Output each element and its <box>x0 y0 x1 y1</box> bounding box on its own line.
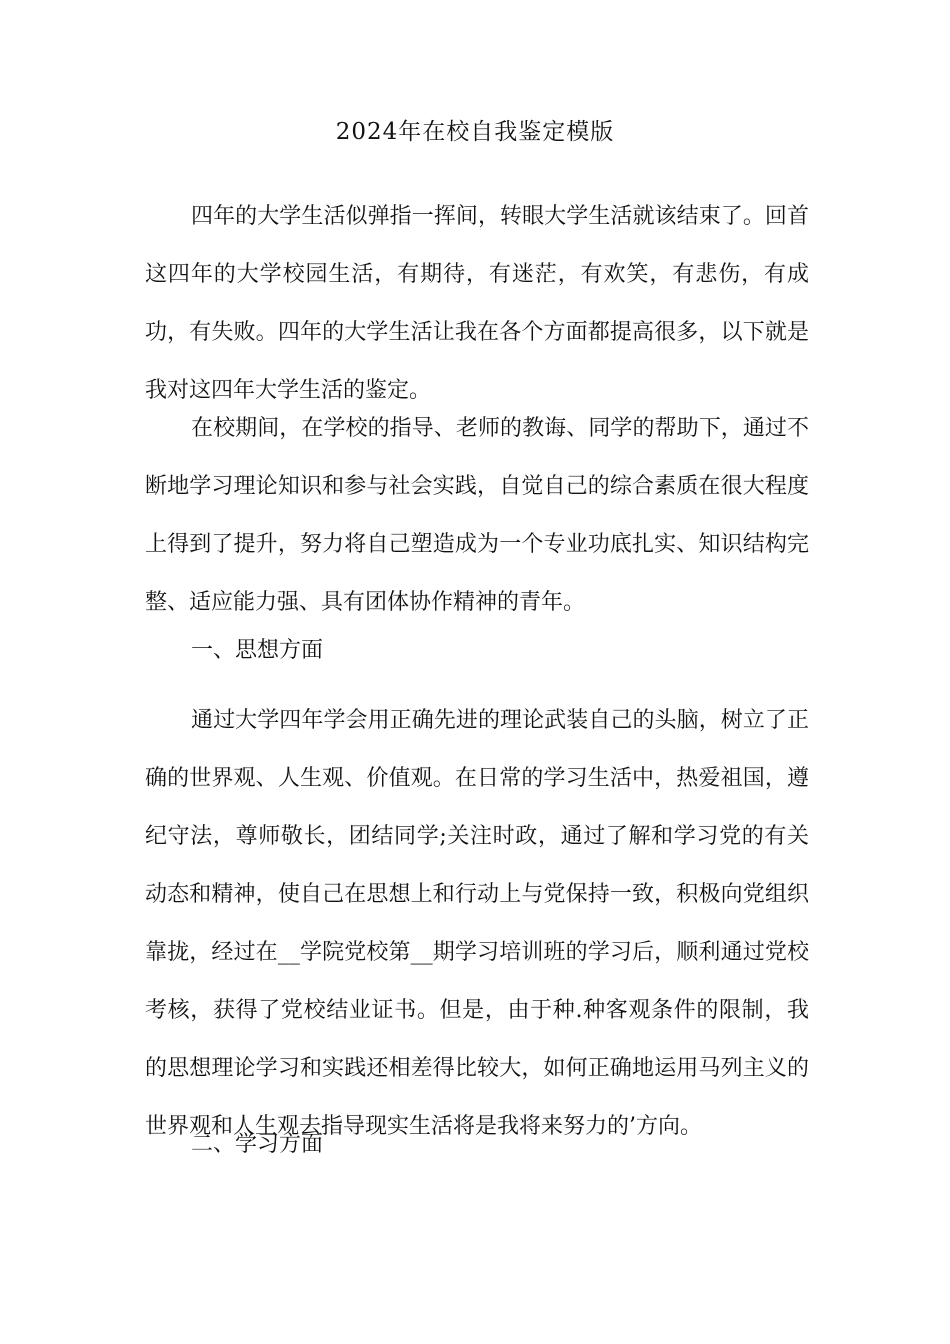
section-heading-study: 二、学习方面 <box>191 1132 324 1157</box>
thought-paragraph: 通过大学四年学会用正确先进的理论武装自己的头脑，树立了正确的世界观、人生观、价值观。在日常的学习生活中，热爱祖国，遵纪守法，尊师敬长，团结同学;关注时政，通过了解和学习党的有关动态和精神，使自己在思想上和行动上与党保持一致，积极向党组织靠拢，经过在__学院党校第__期学习培训班的学习后，顺利通过党校考核，获得了党校结业证书。但是，由于种.种客观条件的限制，我的思想理论学习和实践还相差得比较大，如何正确地运用马列主义的世界观和人生观去指导现实生活将是我将来努力的’方向。 <box>145 708 809 1139</box>
document-title: 2024年在校自我鉴定模版 <box>335 119 615 145</box>
section-heading-thought: 一、思想方面 <box>191 638 324 663</box>
school-period-paragraph: 在校期间，在学校的指导、老师的教诲、同学的帮助下，通过不断地学习理论知识和参与社会实践，自觉自己的综合素质在很大程度上得到了提升，努力将自己塑造成为一个专业功底扎实、知识结构完整、适应能力强、具有团体协作精神的青年。 <box>145 416 809 615</box>
intro-paragraph: 四年的大学生活似弹指一挥间，转眼大学生活就该结束了。回首这四年的大学校园生活，有期待，有迷茫，有欢笑，有悲伤，有成功，有失败。四年的大学生活让我在各个方面都提高很多，以下就是我对这四年大学生活的鉴定。 <box>145 204 809 403</box>
